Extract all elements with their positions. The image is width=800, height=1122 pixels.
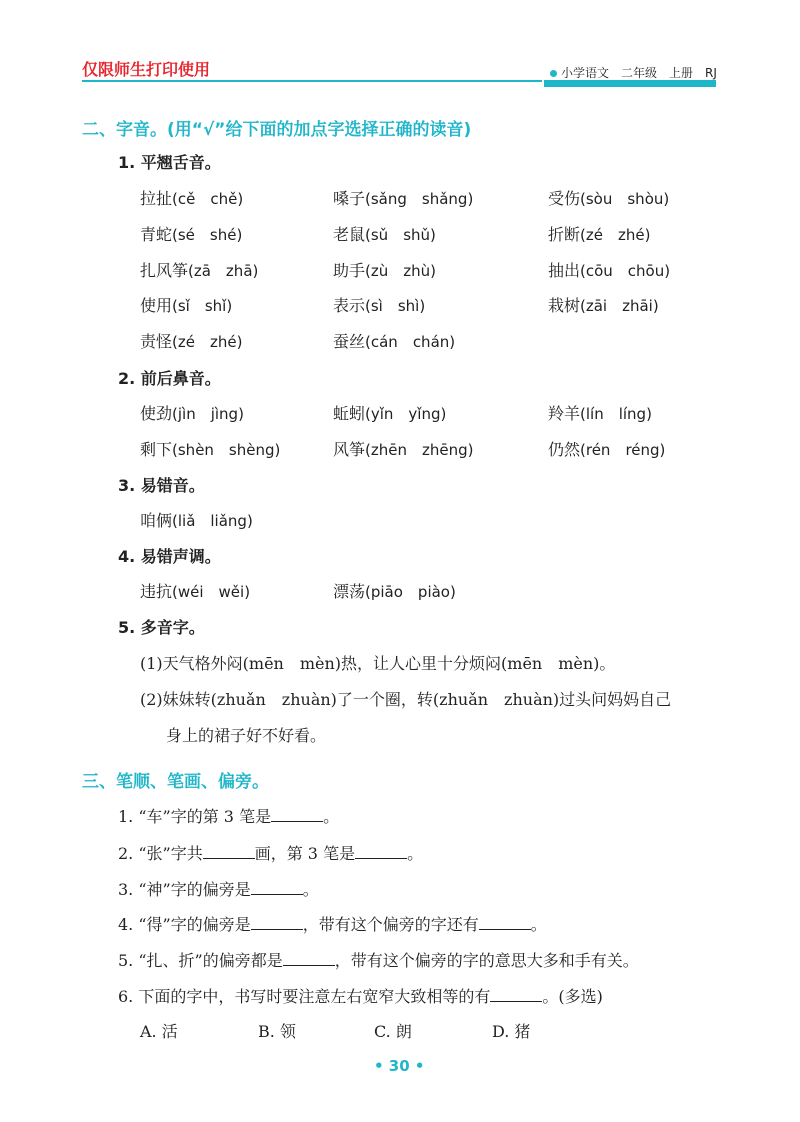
pinyin-item: 嗓子(sǎng shǎng) (333, 189, 474, 208)
pinyin-item: 蚕丝(cán chán) (333, 332, 456, 351)
pinyin-item: 栽树(zāi zhāi) (548, 296, 659, 315)
option-b: B. 领 (258, 1022, 296, 1041)
pinyin-item: 青蛇(sé shé) (140, 225, 243, 244)
section-3-title: 三、笔顺、笔画、偏旁。 (82, 772, 269, 792)
answer-blank[interactable] (251, 880, 303, 895)
sub-2-title: 2. 前后鼻音。 (118, 369, 221, 388)
pinyin-item: 拉扯(cě chě) (140, 189, 244, 208)
pinyin-item: 责怪(zé zhé) (140, 332, 243, 351)
question-3: 3. “神”字的偏旁是 。 (118, 880, 319, 899)
volume: 上册 (669, 66, 694, 80)
pinyin-item: 抽出(cōu chōu) (548, 261, 671, 280)
header-bar (544, 80, 716, 87)
question-2: 2. “张”字共 画，第 3 笔是 。 (118, 844, 424, 863)
sub-1-title: 1. 平翘舌音。 (118, 153, 221, 172)
sub-3-title: 3. 易错音。 (118, 476, 205, 495)
subject: 小学语文 (561, 66, 610, 80)
pinyin-item: 违抗(wéi wěi) (140, 582, 251, 601)
pinyin-item: 剩下(shèn shèng) (140, 440, 281, 459)
page-number: • 30 • (374, 1057, 425, 1075)
polyphone-line-3: 身上的裙子好不好看。 (166, 726, 327, 745)
question-6: 6. 下面的字中，书写时要注意左右宽窄大致相等的有 。(多选) (118, 987, 603, 1006)
question-5: 5. “扎、折”的偏旁都是 ，带有这个偏旁的字的意思大多和手有关。 (118, 951, 639, 970)
answer-blank[interactable] (203, 844, 255, 859)
edition: RJ (705, 66, 717, 80)
pinyin-item: 蚯蚓(yǐn yǐng) (333, 404, 447, 423)
pinyin-item: 折断(zé zhé) (548, 225, 651, 244)
answer-blank[interactable] (283, 951, 335, 966)
grade: 二年级 (621, 66, 658, 80)
pinyin-item: 助手(zù zhù) (333, 261, 436, 280)
pinyin-item: 漂荡(piāo piào) (333, 582, 456, 601)
polyphone-line-2: (2)妹妹转(zhuǎn zhuàn)了一个圈，转(zhuǎn zhuàn)过头问妈妈自己 (140, 690, 672, 709)
option-c: C. 朗 (374, 1022, 412, 1041)
answer-blank[interactable] (251, 915, 303, 930)
header-rule (82, 80, 542, 82)
pinyin-item: 扎风筝(zā zhā) (140, 261, 259, 280)
dot-icon (550, 70, 557, 77)
pinyin-item: 风筝(zhēn zhēng) (333, 440, 474, 459)
sub-5-title: 5. 多音字。 (118, 618, 205, 637)
book-info (550, 64, 717, 81)
pinyin-item: 使用(sǐ shǐ) (140, 296, 233, 315)
option-d: D. 猪 (492, 1022, 531, 1041)
section-2-title: 二、字音。(用“√”给下面的加点字选择正确的读音) (82, 120, 472, 140)
answer-blank[interactable] (271, 807, 323, 822)
answer-blank[interactable] (490, 987, 542, 1002)
pinyin-item: 咱俩(liǎ liǎng) (140, 511, 253, 530)
question-4: 4. “得”字的偏旁是 ，带有这个偏旁的字还有 。 (118, 915, 547, 934)
option-a: A. 活 (140, 1022, 178, 1041)
pinyin-item: 受伤(sòu shòu) (548, 189, 670, 208)
pinyin-item: 羚羊(lín líng) (548, 404, 652, 423)
pinyin-item: 使劲(jìn jìng) (140, 404, 244, 423)
answer-blank[interactable] (479, 915, 531, 930)
pinyin-item: 老鼠(sǔ shǔ) (333, 225, 436, 244)
sub-4-title: 4. 易错声调。 (118, 547, 221, 566)
question-1: 1. “车”字的第 3 笔是 。 (118, 807, 340, 826)
print-notice: 仅限师生打印使用 (82, 60, 211, 79)
pinyin-item: 仍然(rén réng) (548, 440, 666, 459)
polyphone-line-1: (1)天气格外闷(mēn mèn)热，让人心里十分烦闷(mēn mèn)。 (140, 654, 616, 673)
pinyin-item: 表示(sì shì) (333, 296, 426, 315)
answer-blank[interactable] (355, 844, 407, 859)
